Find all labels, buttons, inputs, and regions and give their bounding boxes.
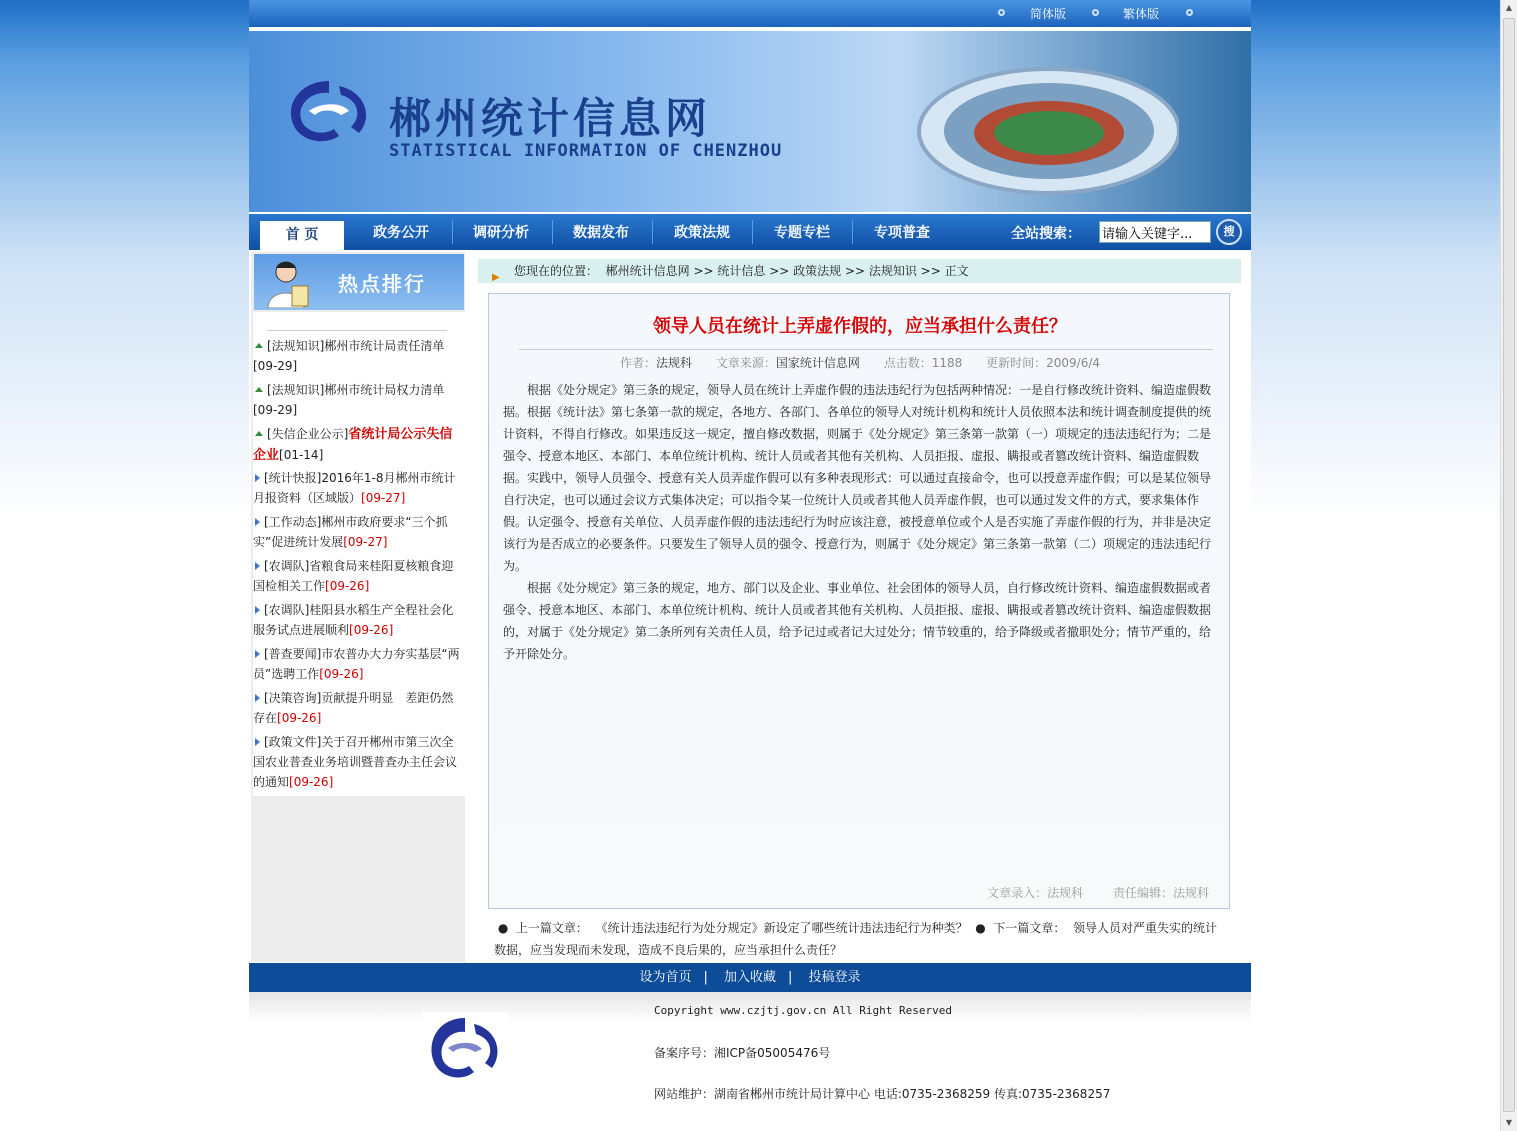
hot-ranking-list xyxy=(253,312,465,796)
search-input[interactable] xyxy=(1099,221,1211,243)
nav-special-census[interactable]: 专项普查 xyxy=(874,225,930,241)
footer-links-bar: 设为首页 | 加入收藏 | 投稿登录 xyxy=(249,963,1251,992)
bullet-icon xyxy=(998,9,1005,16)
bullet-icon xyxy=(1186,9,1193,16)
article-hits: 1188 xyxy=(931,356,963,370)
double-chevron-icon: ▶ xyxy=(492,272,500,283)
article-paragraph: 根据《处分规定》第三条的规定，领导人员在统计上弄虚作假的违法违纪行为包括两种情况：一是自行修改统计资料、编造虚假数据。根据《统计法》第七条第一款的规定，各地方、各部门、各单位的领导人对统计机构和统计人员依照本法和统计调查制度提供的统计资料，不得自行修改。如果违反这一规定，擅自修改数据，则属于《处分规定》第三条第一款第（一）项规定的违法违纪行为；二是强令、授意本地区、本部门、本单位统计机构、统计人员或者其他有关机构、人员拒报、虚报、瞒报或者篡改统计资料、编造虚假数据。实践中，领导人员强令、授意有关人员弄虚作假可以有多种表现形式：可以通过直接命令，也可以授意弄虚作假；可以是某位领导自行决定，也可以通过会议方式集体决定；可以指令某一位统计人员或者其他人员弄虚作假，也可以通过发文件的方式，要求集体作假。认定强令、授意有关单位、人员弄虚作假的违法违纪行为时应该注意，被授意单位或个人是否实施了弄虚作假的行为，并非是决定该行为是否成立的必要条件。只要发生了领导人员的强令、授意行为，则属于《处分规定》第三条第一款第（二）项规定的违法违纪行为。 xyxy=(503,383,1212,573)
arrow-right-icon xyxy=(255,474,260,482)
breadcrumb-path[interactable]: 郴州统计信息网 >> 统计信息 >> 政策法规 >> 法规知识 >> 正文 xyxy=(605,264,969,278)
article-panel xyxy=(488,293,1230,909)
hot-item[interactable]: [普查要闻]市农普办大力夯实基层“两员”选聘工作[09-26] xyxy=(253,647,460,681)
breadcrumb xyxy=(478,259,1241,283)
footer xyxy=(249,992,1251,1113)
hot-item[interactable]: [法规知识]郴州市统计局责任清单 [09-29] xyxy=(253,339,445,373)
site-title: 郴州统计信息网 xyxy=(389,94,712,143)
scrollbar-thumb[interactable] xyxy=(1503,18,1515,1112)
hot-item[interactable]: [失信企业公示]省统计局公示失信企业[01-14] xyxy=(253,427,453,463)
copyright-text: Copyright www.czjtj.gov.cn All Right Reserved xyxy=(654,1004,953,1017)
nav-divider xyxy=(852,220,853,244)
main-nav xyxy=(249,214,1251,250)
trend-up-icon xyxy=(255,387,263,392)
arrow-right-icon xyxy=(255,738,260,746)
article-body xyxy=(503,379,1213,665)
hot-item[interactable]: [农调队]省粮食局来桂阳夏核粮食迎国检相关工作[09-26] xyxy=(253,559,454,593)
search-label: 全站搜索： xyxy=(1011,226,1081,242)
site-title-english: STATISTICAL INFORMATION OF CHENZHOU xyxy=(389,141,783,161)
divider xyxy=(267,330,447,331)
nav-research-analysis[interactable]: 调研分析 xyxy=(473,225,529,241)
hot-item[interactable]: [工作动态]郴州市政府要求“三个抓实”促进统计发展[09-27] xyxy=(253,515,448,549)
page-container xyxy=(249,0,1251,1113)
traditional-chinese-link[interactable]: 繁体版 xyxy=(1123,7,1160,21)
nav-home[interactable]: 首 页 xyxy=(260,221,344,250)
arrow-right-icon xyxy=(255,694,260,702)
hot-item[interactable]: [决策咨询]贡献提升明显 差距仍然存在[09-26] xyxy=(253,691,454,725)
arrow-right-icon xyxy=(255,606,260,614)
window-scrollbar[interactable] xyxy=(1500,0,1517,1131)
scroll-up-arrow-icon[interactable]: ▲ xyxy=(1505,3,1513,12)
hot-item[interactable]: [法规知识]郴州市统计局权力清单 [09-29] xyxy=(253,383,445,417)
trend-up-icon xyxy=(255,431,263,436)
divider xyxy=(519,349,1213,350)
top-bar xyxy=(249,0,1251,27)
submission-login-link[interactable]: 投稿登录 xyxy=(808,970,861,985)
footer-logo-icon xyxy=(422,1012,508,1092)
nav-divider xyxy=(452,220,453,244)
article-editor: 法规科 xyxy=(1172,886,1209,900)
nav-divider xyxy=(652,220,653,244)
stadium-image xyxy=(899,51,1179,201)
article-updated: 2009/6/4 xyxy=(1046,356,1101,370)
person-avatar-icon xyxy=(262,258,314,308)
nav-divider xyxy=(752,220,753,244)
simplified-chinese-link[interactable]: 简体版 xyxy=(1030,7,1067,21)
arrow-right-icon xyxy=(255,562,260,570)
hot-item[interactable]: [农调队]桂阳县水稻生产全程社会化服务试点进展顺利[09-26] xyxy=(253,603,454,637)
set-homepage-link[interactable]: 设为首页 xyxy=(639,970,692,985)
arrow-right-icon xyxy=(255,650,260,658)
sidebar xyxy=(251,252,465,962)
bullet-icon xyxy=(1092,9,1099,16)
arrow-right-icon xyxy=(255,518,260,526)
article-author: 法规科 xyxy=(656,356,693,370)
hot-ranking-header xyxy=(254,254,464,310)
article-meta: 作者：法规科 文章来源：国家统计信息网 点击数：1188 更新时间：2009/6/4 xyxy=(619,356,1101,370)
hot-ranking-title: 热点排行 xyxy=(338,272,426,296)
article-footer: 文章录入：法规科 责任编辑：法规科 xyxy=(987,886,1209,900)
icp-text: 备案序号：湘ICP备05005476号 xyxy=(654,1046,831,1060)
maintainer-text: 网站维护：湖南省郴州市统计局计算中心 电话:0735-2368259 传真:0735-2368257 xyxy=(654,1087,1111,1101)
prev-article-link[interactable]: 《统计违法违纪行为处分规定》新设定了哪些统计违法违纪行为种类？ xyxy=(595,921,968,935)
article-paragraph: 根据《处分规定》第三条的规定，地方、部门以及企业、事业单位、社会团体的领导人员，自行修改统计资料、编造虚假数据或者强令、授意本地区、本部门、本单位统计机构、统计人员或者其他有关机构、人员拒报、虚报、瞒报或者篡改统计资料、编造虚假数据的，对属于《处分规定》第二条所列有关责任人员，给予记过或者记大过处分；情节较重的，给予降级或者撤职处分；情节严重的，给予开除处分。 xyxy=(503,581,1212,661)
nav-government-affairs[interactable]: 政务公开 xyxy=(373,225,429,241)
hot-item[interactable]: [统计快报]2016年1-8月郴州市统计月报资料（区域版）[09-27] xyxy=(253,471,456,505)
nav-special-topics[interactable]: 专题专栏 xyxy=(774,225,830,241)
search-button[interactable]: 搜 xyxy=(1216,219,1242,245)
next-article-link[interactable]: 领导人员对严重失实的统计数据，应当发现而未发现，造成不良后果的，应当承担什么责任？ xyxy=(494,921,1217,957)
article-title: 领导人员在统计上弄虚作假的，应当承担什么责任？ xyxy=(653,316,1067,337)
hot-item[interactable]: [政策文件]关于召开郴州市第三次全国农业普查业务培训暨普查办主任会议的通知[09-26] xyxy=(253,735,458,789)
breadcrumb-label: 您现在的位置： xyxy=(514,264,599,278)
article-source: 国家统计信息网 xyxy=(775,356,860,370)
site-logo-icon xyxy=(279,71,379,151)
site-banner xyxy=(249,31,1251,212)
nav-data-release[interactable]: 数据发布 xyxy=(573,225,629,241)
prev-next-links: ● 上一篇文章： 《统计违法违纪行为处分规定》新设定了哪些统计违法违纪行为种类？ ● 下一篇文章： 领导人员对严重失实的统计数据，应当发现而未发现，造成不良后果的，应当承担什么责任？ xyxy=(494,921,1217,957)
nav-divider xyxy=(552,220,553,244)
nav-policy-regulations[interactable]: 政策法规 xyxy=(674,225,730,241)
scroll-down-arrow-icon[interactable]: ▼ xyxy=(1505,1118,1513,1127)
add-favorite-link[interactable]: 加入收藏 xyxy=(723,970,776,985)
article-entry: 法规科 xyxy=(1047,886,1084,900)
trend-up-icon xyxy=(255,343,263,348)
